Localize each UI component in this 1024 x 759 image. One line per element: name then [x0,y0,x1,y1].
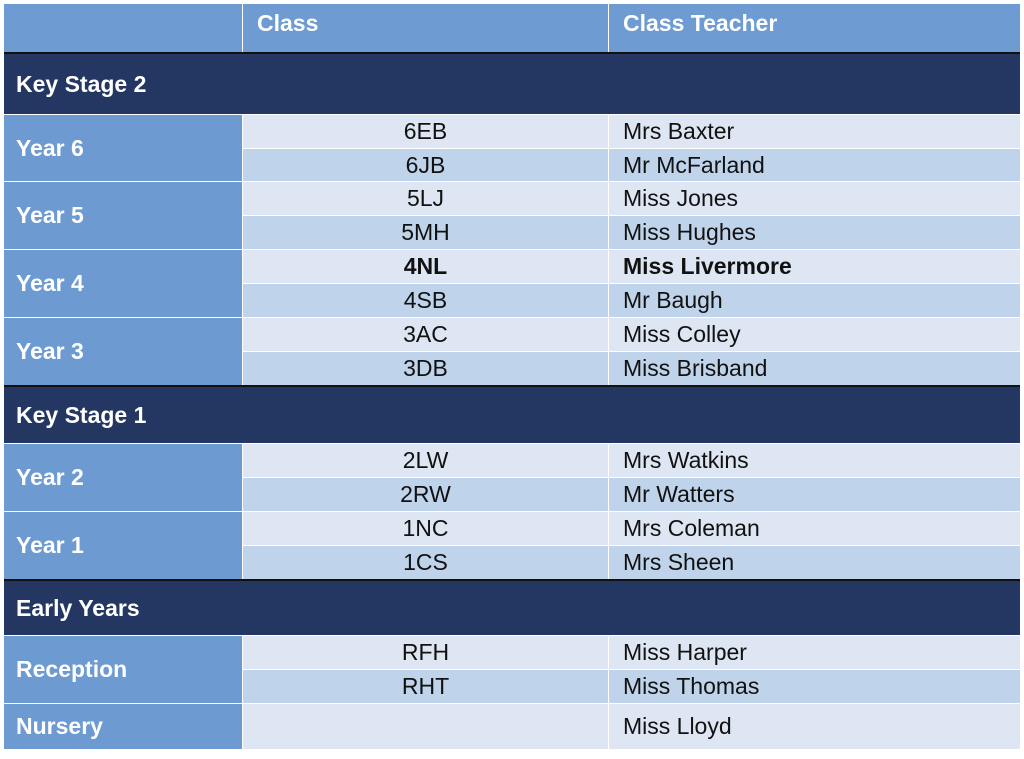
teacher-cell: Miss Hughes [608,215,1020,249]
teacher-cell: Miss Livermore [608,249,1020,283]
class-cell: 1CS [242,545,608,579]
stage-key-stage-2: Key Stage 2 [4,52,1020,114]
teacher-cell: Miss Lloyd [608,703,1020,749]
class-cell [242,703,608,749]
teacher-cell: Miss Jones [608,181,1020,215]
class-cell: 6EB [242,114,608,148]
year-1: Year 1 [4,511,242,579]
class-cell: 2LW [242,443,608,477]
teacher-cell: Mrs Baxter [608,114,1020,148]
class-cell: 4SB [242,283,608,317]
header-empty-cell [4,4,242,52]
class-cell: 5MH [242,215,608,249]
class-teacher-table [4,4,1020,754]
class-cell: 5LJ [242,181,608,215]
teacher-cell: Mr Watters [608,477,1020,511]
header-class: Class [242,4,608,52]
teacher-cell: Miss Brisband [608,351,1020,385]
teacher-cell: Mrs Sheen [608,545,1020,579]
teacher-cell: Mrs Coleman [608,511,1020,545]
class-cell: RFH [242,635,608,669]
year-4: Year 4 [4,249,242,317]
year-6: Year 6 [4,114,242,181]
teacher-cell: Mrs Watkins [608,443,1020,477]
class-cell: 1NC [242,511,608,545]
teacher-cell: Miss Harper [608,635,1020,669]
class-cell: 4NL [242,249,608,283]
class-cell: 2RW [242,477,608,511]
year-2: Year 2 [4,443,242,511]
class-cell: 6JB [242,148,608,181]
stage-early-years: Early Years [4,579,1020,635]
year-5: Year 5 [4,181,242,249]
class-cell: 3DB [242,351,608,385]
teacher-cell: Mr Baugh [608,283,1020,317]
header-class-teacher: Class Teacher [608,4,1020,52]
year-3: Year 3 [4,317,242,385]
teacher-cell: Miss Colley [608,317,1020,351]
year-reception: Reception [4,635,242,703]
class-cell: 3AC [242,317,608,351]
teacher-cell: Mr McFarland [608,148,1020,181]
year-nursery: Nursery [4,703,242,749]
teacher-cell: Miss Thomas [608,669,1020,703]
class-cell: RHT [242,669,608,703]
stage-key-stage-1: Key Stage 1 [4,385,1020,443]
